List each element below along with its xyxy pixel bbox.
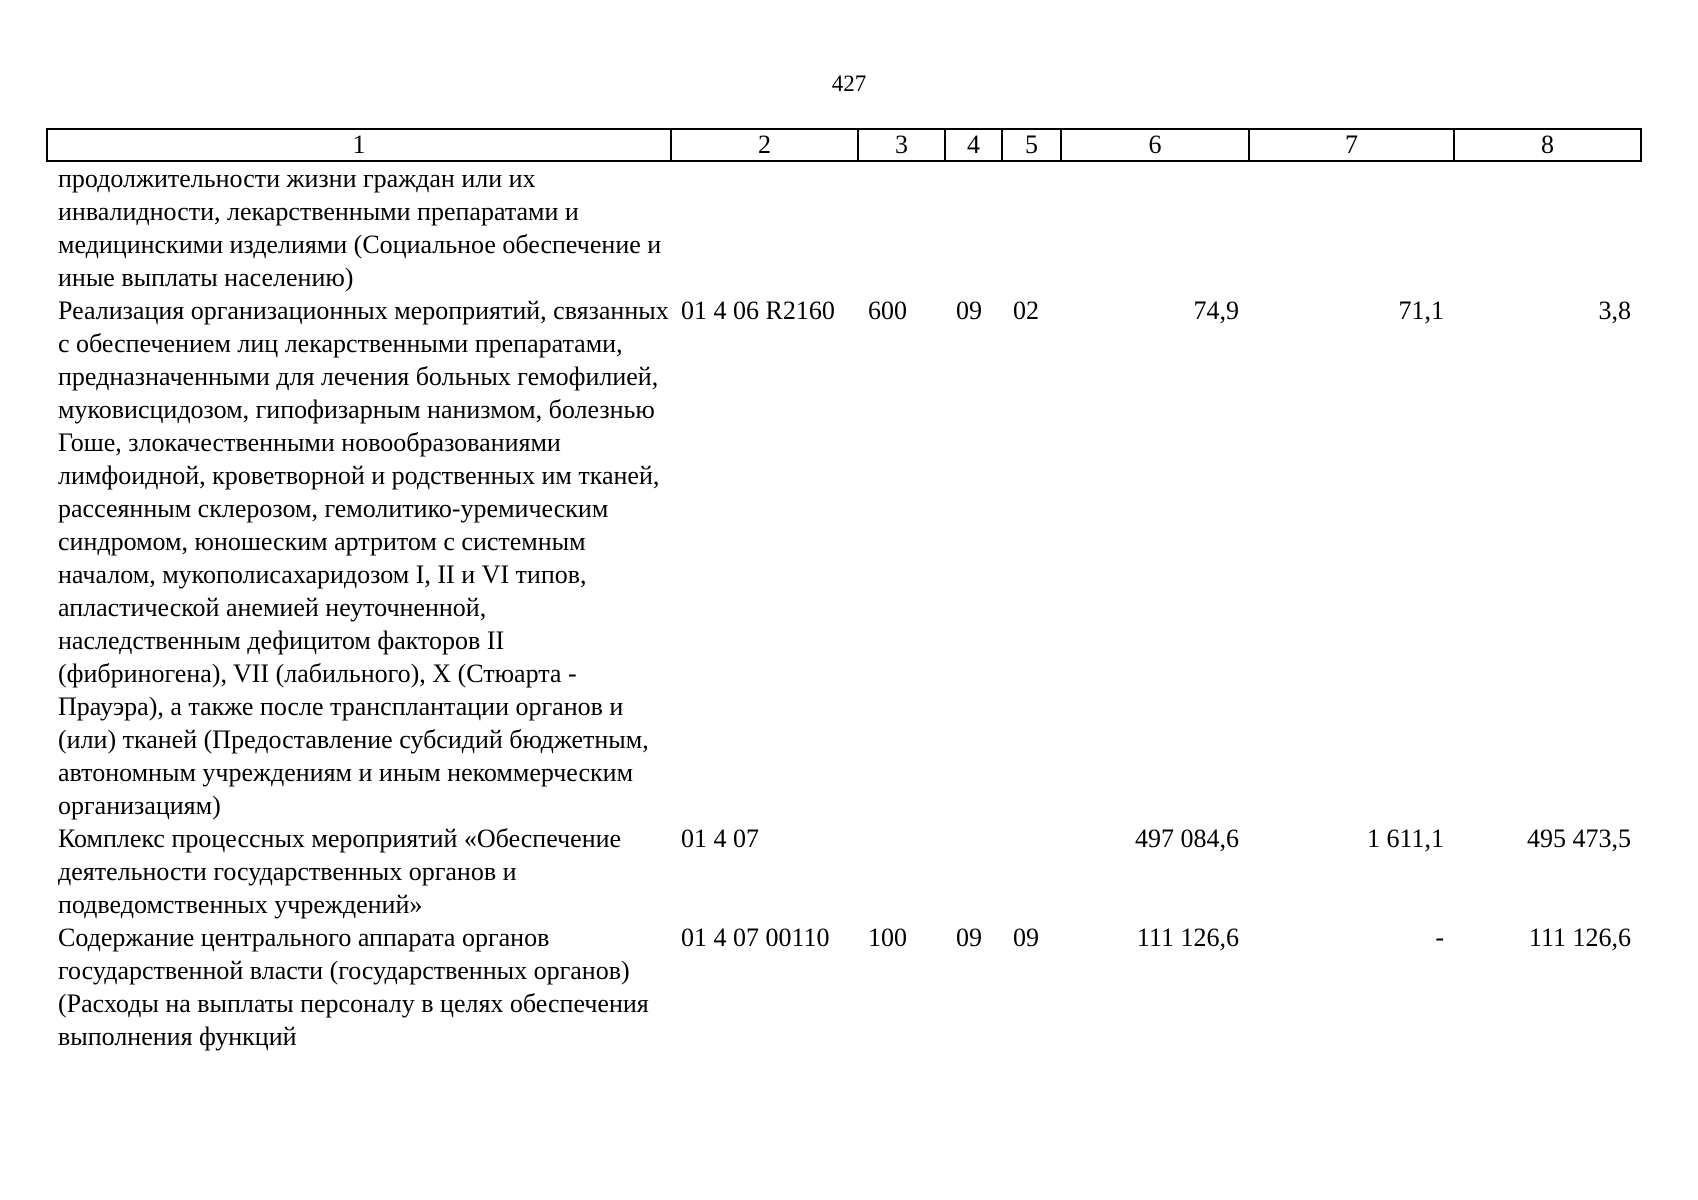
row-name: Реализация организационных мероприятий, связанных с обеспечением лиц лекарственными препаратами, предназначенными для лечения больных гемофилией, муковисцидозом, гипофизарным нанизмом, болезнью Гоше, злокачественными новообразованиями лимфоидной, кроветворной и родственных им тканей, рассеянным склерозом, гемолитико-уремическим синдромом, юношеским артритом с системным началом, мукополисахаридозом I, II и VI типов, апластической анемией неуточненной, наследственным дефицитом факторов II (фибриногена), VII (лабильного), X (Стюарта - Прауэра), а также после трансплантации органов и (или) тканей (Предоставление субсидий бюджетным, автономным учреждениям и иным некоммерческим организациям)	[58, 296, 669, 820]
row-subsection: 02	[1013, 296, 1039, 325]
header-row	[47, 129, 1641, 161]
row-subsection	[1002, 161, 1061, 294]
row-expense-type	[858, 161, 945, 294]
row-name: продолжительности жизни граждан или их инвалидности, лекарственными препаратами и медицинскими изделиями (Социальное обеспечение и иные выплаты населению)	[58, 164, 662, 292]
row-section	[945, 822, 1002, 921]
row-col8: 111 126,6	[1528, 923, 1631, 952]
header-col-7: 7	[1249, 129, 1454, 161]
header-col-4: 4	[945, 129, 1002, 161]
header-col-2: 2	[671, 129, 858, 161]
row-code: 01 4 06 R2160	[681, 296, 835, 325]
header-col-5: 5	[1002, 129, 1061, 161]
header-col-3: 3	[858, 129, 945, 161]
page-number: 427	[831, 71, 867, 96]
row-col7: 1 611,1	[1366, 824, 1444, 853]
row-subsection: 09	[1013, 923, 1039, 952]
budget-table	[46, 128, 1642, 1053]
row-code: 01 4 07	[681, 824, 759, 853]
table-row	[47, 294, 1641, 822]
row-total	[1061, 161, 1249, 294]
row-section: 09	[956, 296, 982, 325]
row-name: Содержание центрального аппарата органов государственной власти (государственных органов) (Расходы на выплаты персоналу в целях обеспечения выполнения функций	[58, 923, 649, 1051]
row-col8: 3,8	[1598, 296, 1631, 325]
header-col-6: 6	[1061, 129, 1249, 161]
row-section	[945, 161, 1002, 294]
header-col-1: 1	[47, 129, 671, 161]
row-col8	[1454, 161, 1641, 294]
row-col7: 71,1	[1398, 296, 1444, 325]
table-body	[47, 161, 1641, 1053]
table-row	[47, 161, 1641, 294]
row-col7	[1249, 161, 1454, 294]
row-code: 01 4 07 00110	[681, 923, 830, 952]
row-total: 497 084,6	[1135, 824, 1239, 853]
row-total: 111 126,6	[1136, 923, 1239, 952]
row-expense-type	[858, 822, 945, 921]
row-subsection	[1002, 822, 1061, 921]
row-expense-type: 600	[868, 296, 907, 325]
row-name: Комплекс процессных мероприятий «Обеспечение деятельности государственных органов и подведомственных учреждений»	[58, 824, 622, 919]
row-col7: -	[1435, 923, 1444, 952]
row-total: 74,9	[1193, 296, 1239, 325]
row-section: 09	[956, 923, 982, 952]
row-col8: 495 473,5	[1527, 824, 1631, 853]
table-header	[47, 129, 1641, 161]
table-row	[47, 921, 1641, 1053]
header-col-8: 8	[1454, 129, 1641, 161]
row-code	[671, 161, 858, 294]
row-expense-type: 100	[868, 923, 907, 952]
table-row	[47, 822, 1641, 921]
